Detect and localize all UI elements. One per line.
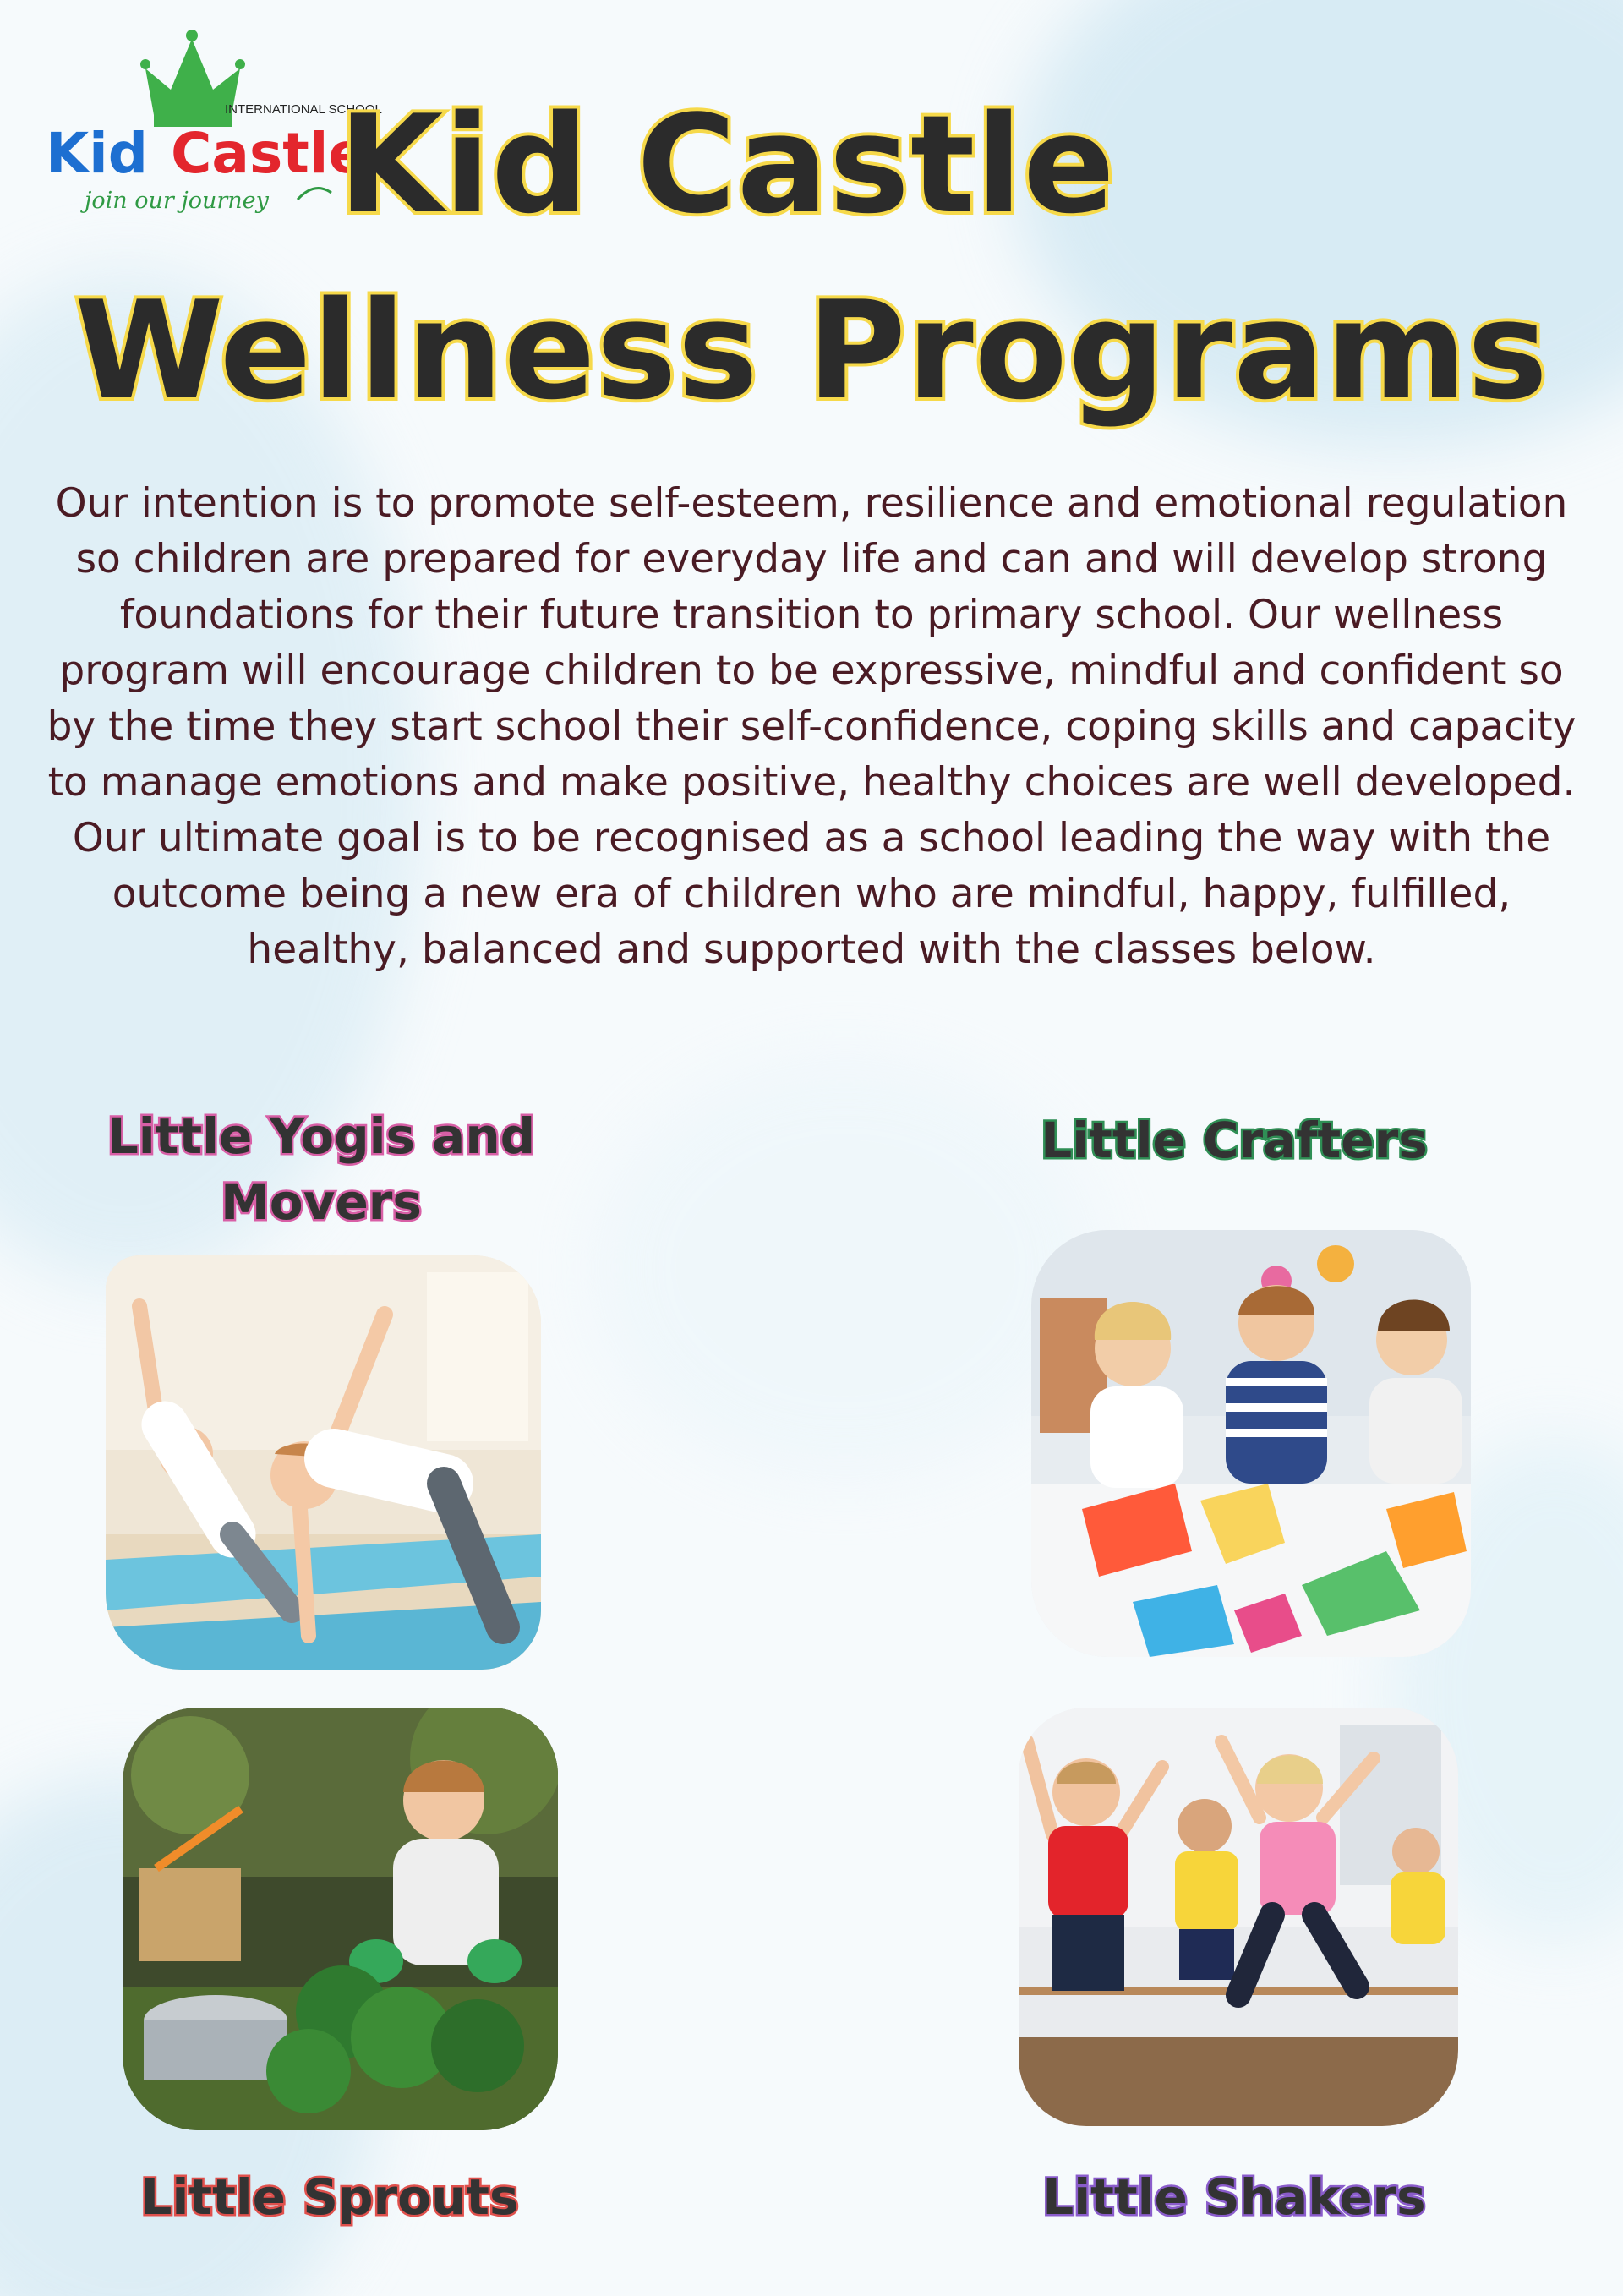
logo-brand-castle: Castle (171, 121, 367, 186)
program-label-sprouts: Little Sprouts (140, 2168, 519, 2226)
photo-kids-yoga (106, 1255, 541, 1670)
logo-subtitle: INTERNATIONAL SCHOOL (225, 102, 382, 117)
program-label-yogis-line2: Movers (221, 1173, 422, 1231)
program-label-yogis-line1: Little Yogis and (107, 1107, 536, 1165)
photo-kids-crafting (1031, 1230, 1471, 1657)
page-title-line2: Wellness Programs (74, 271, 1549, 429)
program-label-shakers: Little Shakers (1042, 2168, 1426, 2226)
photo-kid-gardening (123, 1708, 558, 2130)
logo-brand-kid: Kid (46, 121, 149, 186)
logo-tagline: join our journey (85, 188, 269, 214)
page-title-line1: Kid Castle (338, 85, 1116, 243)
photo-kids-dancing (1019, 1708, 1458, 2126)
program-label-crafters: Little Crafters (1041, 1112, 1428, 1169)
intro-paragraph: Our intention is to promote self-esteem, resilience and emotional regulation so children are prepared for everyday life and can and will develop strong foundations for their future transition to primary school. Our wellness program will encourage children to be expressive, mindful and confident so by the time they start school their self-confidence, coping skills and capacity to manage emotions and make positive, healthy choices are well developed. Our ultimate goal is to be recognised as a school leading the way with the outcome being a new era of children who are mindful, happy, fulfilled, healthy, balanced and supported with the classes below. (46, 480, 1577, 973)
program-label-yogis (59, 1103, 583, 1235)
